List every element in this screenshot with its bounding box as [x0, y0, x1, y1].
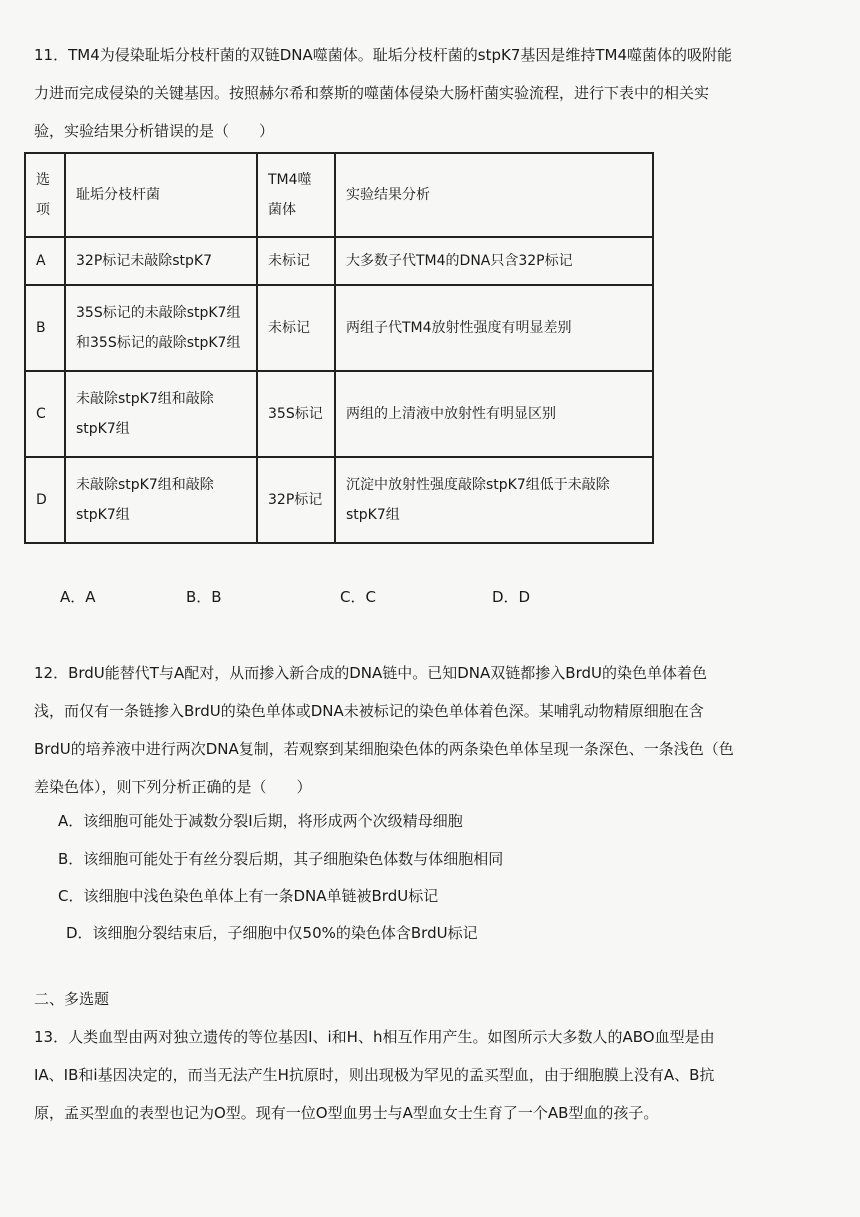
row-c-analysis: 两组的上清液中放射性有明显区别 [335, 371, 653, 457]
question-13-stem: 13．人类血型由两对独立遗传的等位基因I、i和H、h相互作用产生。如图所示大多数人的ABO血型是由IA、IB和i基因决定的，而当无法产生H抗原时，则出现极为罕见的孟买型血，由于细胞膜上没有A、B抗原，孟买型血的表型也记为O型。现有一位O型血男士与A型血女士生育了一个AB型血的孩子。 [34, 1028, 715, 1122]
choice-d[interactable]: D．D [492, 588, 531, 606]
header-phage: TM4噬菌体 [257, 153, 335, 237]
row-b-option: B [25, 285, 65, 371]
q12-option-a[interactable]: A．该细胞可能处于减数分裂Ⅰ后期，将形成两个次级精母细胞 [58, 812, 463, 830]
q12-option-c[interactable]: C．该细胞中浅色染色单体上有一条DNA单链被BrdU标记 [58, 887, 439, 905]
row-b-bacteria: 35S标记的未敲除stpK7组和35S标记的敲除stpK7组 [65, 285, 257, 371]
row-a-phage: 未标记 [257, 237, 335, 285]
table-row [25, 457, 653, 543]
choice-a[interactable]: A．A [60, 588, 96, 606]
table-row [25, 371, 653, 457]
row-a-bacteria: 32P标记未敲除stpK7 [65, 237, 257, 285]
row-c-option: C [25, 371, 65, 457]
header-analysis: 实验结果分析 [335, 153, 653, 237]
question-12-stem: 12．BrdU能替代T与A配对，从而掺入新合成的DNA链中。已知DNA双链都掺入BrdU的染色单体着色浅，而仅有一条链掺入BrdU的染色单体或DNA未被标记的染色单体着色深。某哺乳动物精原细胞在含BrdU的培养液中进行两次DNA复制，若观察到某细胞染色体的两条染色单体呈现一条深色、一条浅色（色差染色体），则下列分析正确的是（ ） [34, 664, 734, 796]
row-a-analysis: 大多数子代TM4的DNA只含32P标记 [335, 237, 653, 285]
row-d-analysis: 沉淀中放射性强度敲除stpK7组低于未敲除stpK7组 [335, 457, 653, 543]
q12-option-d[interactable]: D．该细胞分裂结束后，子细胞中仅50%的染色体含BrdU标记 [66, 924, 478, 942]
table-row [25, 285, 653, 371]
section-heading-multi-choice: 二、多选题 [34, 990, 110, 1008]
row-b-analysis: 两组子代TM4放射性强度有明显差别 [335, 285, 653, 371]
question-11-stem: 11．TM4为侵染耻垢分枝杆菌的双链DNA噬菌体。耻垢分枝杆菌的stpK7基因是维持TM4噬菌体的吸附能力进而完成侵染的关键基因。按照赫尔希和蔡斯的噬菌体侵染大肠杆菌实验流程，进行下表中的相关实验，实验结果分析错误的是（ ） [34, 46, 733, 140]
question-11-table [24, 152, 654, 544]
row-d-bacteria: 未敲除stpK7组和敲除stpK7组 [65, 457, 257, 543]
choice-c[interactable]: C．C [340, 588, 376, 606]
row-d-option: D [25, 457, 65, 543]
row-d-phage: 32P标记 [257, 457, 335, 543]
header-option: 选项 [25, 153, 65, 237]
table-header-row [25, 153, 653, 237]
table-row [25, 237, 653, 285]
header-bacteria: 耻垢分枝杆菌 [65, 153, 257, 237]
choice-b[interactable]: B．B [186, 588, 222, 606]
row-a-option: A [25, 237, 65, 285]
row-c-bacteria: 未敲除stpK7组和敲除stpK7组 [65, 371, 257, 457]
row-b-phage: 未标记 [257, 285, 335, 371]
row-c-phage: 35S标记 [257, 371, 335, 457]
q12-option-b[interactable]: B．该细胞可能处于有丝分裂后期，其子细胞染色体数与体细胞相同 [58, 850, 504, 868]
